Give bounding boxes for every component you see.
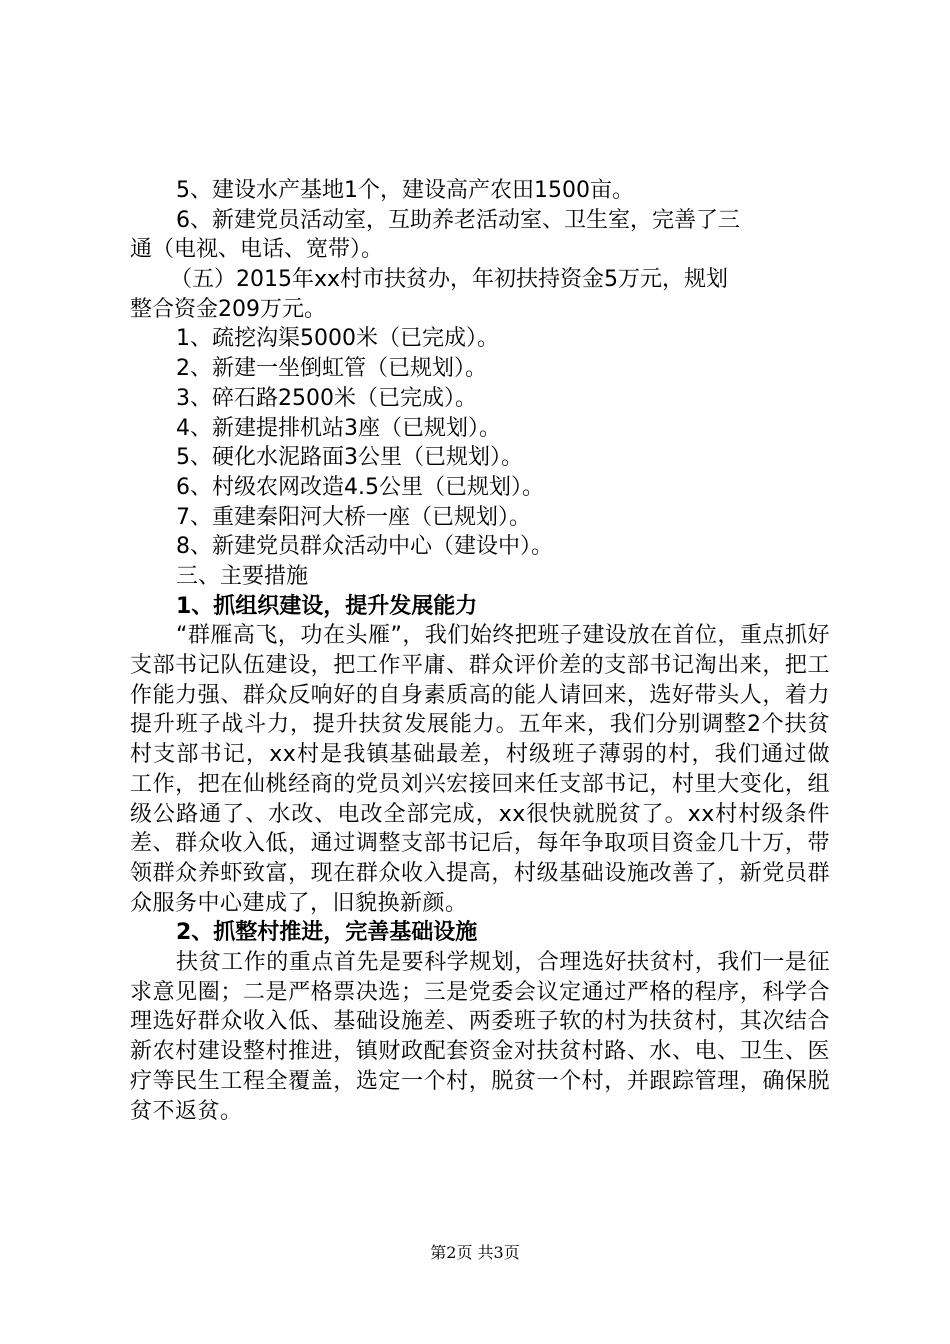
- list-item: 4、新建提排机站3座（已规划）。: [176, 415, 501, 441]
- text-line: 5、建设水产基地1个，建设高产农田1500亩。: [176, 178, 634, 203]
- paragraph: [130, 948, 830, 1126]
- list-item: 5、硬化水泥路面3公里（已规划）。: [176, 445, 523, 471]
- list-item: 6、村级农网改造4.5公里（已规划）。: [176, 474, 544, 500]
- list-item: 8、新建党员群众活动中心（建设中）。: [176, 534, 553, 560]
- list-item: 1、疏挖沟渠5000米（已完成）。: [176, 326, 499, 352]
- section-heading: 三、主要措施: [176, 563, 309, 589]
- paragraph-text: “群雁高飞，功在头雁”，我们始终把班子建设放在首位，重点抓好支部书记队伍建设，把工作平庸、群众评价差的支部书记淘出来，把工作能力强、群众反响好的自身素质高的能人请回来，选好带头人，着力提升班子战斗力，提升扶贫发展能力。五年来，我们分别调整2个扶贫村支部书记，xx村是我镇基础最差，村级班子薄弱的村，我们通过做工作，把在仙桃经商的党员刘兴宏接回来任支部书记，村里大变化，组级公路通了、水改、电改全部完成，xx很快就脱贫了。xx村村级条件差、群众收入低，通过调整支部书记后，每年争取项目资金几十万，带领群众养虾致富，现在群众收入提高，村级基础设施改善了，新党员群众服务中心建成了，旧貌换新颜。: [130, 623, 830, 916]
- list-item: 3、碎石路2500米（已完成）。: [176, 385, 477, 411]
- list-item: 7、重建秦阳河大桥一座（已规划）。: [176, 504, 531, 530]
- subsection-heading: 2、抓整村推进，完善基础设施: [176, 920, 478, 946]
- document-body: [130, 176, 830, 1126]
- text-line: （五）2015年xx村市扶贫办，年初扶持资金5万元，规划: [170, 267, 729, 293]
- text-line: 整合资金209万元。: [130, 296, 326, 322]
- list-item: 2、新建一坐倒虹管（已规划）。: [176, 356, 487, 382]
- page-footer: 第2页 共3页: [430, 1243, 520, 1262]
- paragraph-text: 扶贫工作的重点首先是要科学规划，合理选好扶贫村，我们一是征求意见圈；二是严格票决选；三是党委会议定通过严格的程序，科学合理选好群众收入低、基础设施差、两委班子软的村为扶贫村，其次结合新农村建设整村推进，镇财政配套资金对扶贫村路、水、电、卫生、医疗等民生工程全覆盖，选定一个村，脱贫一个村，并跟踪管理，确保脱贫不返贫。: [130, 950, 830, 1124]
- text-line: 6、新建党员活动室，互助养老活动室、卫生室，完善了三: [176, 207, 740, 233]
- paragraph: [130, 621, 830, 918]
- text-line: 通（电视、电话、宽带）。: [130, 237, 384, 263]
- subsection-heading: 1、抓组织建设，提升发展能力: [176, 593, 478, 619]
